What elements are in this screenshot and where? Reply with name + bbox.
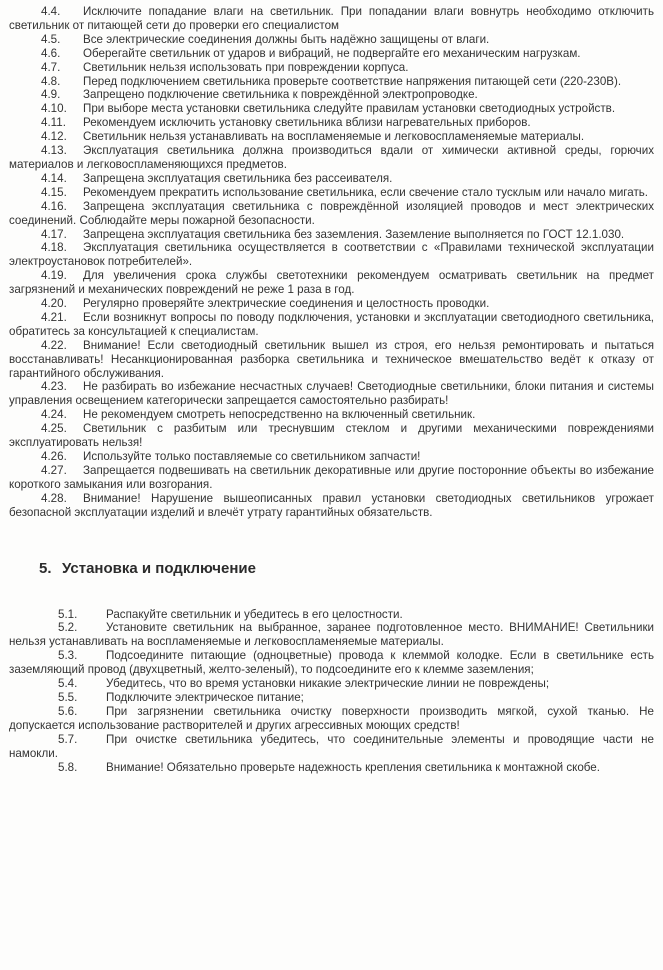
list-item bbox=[9, 339, 654, 381]
list-item bbox=[9, 297, 654, 311]
list-item bbox=[9, 761, 654, 775]
item-number: 4.8. bbox=[41, 74, 61, 88]
item-number: 4.18. bbox=[41, 241, 67, 255]
item-number: 4.25. bbox=[41, 422, 67, 436]
item-number: 4.24. bbox=[41, 408, 67, 422]
list-item bbox=[9, 144, 654, 172]
list-item bbox=[9, 422, 654, 450]
item-text: Если возникнут вопросы по поводу подключения, установки и эксплуатации светодиодного светильника, обратитесь за консультацией к специалистам. bbox=[9, 310, 654, 338]
item-text: Распакуйте светильник и убедитесь в его целостности. bbox=[106, 607, 403, 621]
section-5-heading bbox=[39, 560, 654, 578]
item-text: Перед подключением светильника проверьте соответствие напряжения питающей сети (220-230В). bbox=[83, 74, 622, 88]
item-number: 4.22. bbox=[41, 338, 67, 352]
item-number: 4.19. bbox=[41, 269, 67, 283]
list-item bbox=[9, 269, 654, 297]
item-number: 4.4. bbox=[41, 5, 61, 18]
item-text: Эксплуатация светильника должна производиться вдали от химически активной среды, горючих материалов и легковоспламеняющихся предметов. bbox=[9, 144, 654, 171]
item-text: Подключите электрическое питание; bbox=[106, 690, 304, 704]
item-text: Исключите попадание влаги на светильник. При попадании влаги вовнутрь необходимо отключить светильник от питающей сети до проверки его специалистом bbox=[9, 5, 654, 32]
item-number: 4.7. bbox=[41, 60, 61, 74]
item-text: Не разбирать во избежание несчастных случаев! Светодиодные светильники, блоки питания и системы управления освещением категорически запрещается самостоятельно разбирать! bbox=[9, 380, 654, 408]
section-number: 5. bbox=[39, 559, 52, 577]
item-number: 4.12. bbox=[41, 130, 67, 144]
item-text: Запрещается подвешивать на светильник декоративные или другие посторонние объекты во избежание короткого замыкания или возгорания. bbox=[9, 463, 654, 491]
section-4-item-list bbox=[9, 5, 654, 520]
list-item bbox=[9, 649, 654, 677]
item-number: 4.11. bbox=[41, 116, 66, 130]
item-text: Внимание! Если светодиодный светильник вышел из строя, его нельзя ремонтировать и пытаться восстанавливать! Несанкционированная разборка светильника и техническое вмешательство ведёт к отказу от гарантийного обслуживания. bbox=[9, 338, 654, 380]
list-item bbox=[9, 186, 654, 200]
item-text: Регулярно проверяйте электрические соединения и целостность проводки. bbox=[83, 297, 490, 311]
list-item bbox=[9, 705, 654, 733]
list-item bbox=[9, 311, 654, 339]
item-text: Эксплуатация светильника осуществляется в соответствии с «Правилами технической эксплуатации электроустановок потребителей». bbox=[9, 241, 654, 269]
item-number: 5.3. bbox=[58, 649, 78, 663]
item-number: 4.23. bbox=[41, 380, 67, 394]
item-text: Светильник нельзя устанавливать на воспламеняемые и легковоспламеняемые материалы. bbox=[83, 130, 585, 144]
list-item bbox=[9, 61, 654, 75]
list-item bbox=[9, 492, 654, 520]
item-number: 4.20. bbox=[41, 297, 67, 311]
list-item bbox=[9, 116, 654, 130]
item-text: Подсоедините питающие (одноцветные) провода к клеммой колодке. Если в светильнике есть заземляющий провод (двухцветный, желто-зеленый), то подсоедините его к клемме заземления; bbox=[9, 649, 654, 677]
item-text: При выборе места установки светильника следуйте правилам установки светодиодных устройств. bbox=[83, 102, 616, 116]
list-item bbox=[9, 228, 654, 242]
section-5-item-list bbox=[9, 608, 654, 775]
item-text: Для увеличения срока службы светотехники рекомендуем осматривать светильник на предмет загрязнений и механических повреждений не реже 1 раза в год. bbox=[9, 269, 654, 297]
item-text: Внимание! Обязательно проверьте надежность крепления светильника к монтажной скобе. bbox=[106, 760, 600, 774]
item-number: 4.10. bbox=[41, 102, 67, 116]
list-item bbox=[9, 608, 654, 622]
item-text: Запрещено подключение светильника к повреждённой электропроводке. bbox=[83, 88, 478, 102]
item-text: Светильник нельзя использовать при повреждении корпуса. bbox=[83, 60, 409, 74]
item-number: 4.13. bbox=[41, 144, 67, 158]
list-item bbox=[9, 88, 654, 102]
item-text: Используйте только поставляемые со светильником запчасти! bbox=[83, 450, 421, 463]
item-text: Рекомендуем прекратить использование светильника, если свечение стало тусклым или начало мигать. bbox=[83, 185, 649, 199]
item-number: 4.21. bbox=[41, 310, 67, 324]
list-item bbox=[9, 75, 654, 89]
item-number: 5.1. bbox=[58, 607, 78, 621]
list-item bbox=[9, 47, 654, 61]
list-item bbox=[9, 733, 654, 761]
item-text: Запрещена эксплуатация светильника с повреждённой изоляцией проводов и мест электрических соединений. Соблюдайте меры пожарной безопасности. bbox=[9, 199, 654, 227]
list-item bbox=[9, 172, 654, 186]
item-number: 5.8. bbox=[58, 760, 78, 774]
item-number: 4.27. bbox=[41, 463, 67, 477]
item-number: 4.26. bbox=[41, 450, 67, 463]
item-text: Запрещена эксплуатация светильника без заземления. Заземление выполняется по ГОСТ 12.1.030. bbox=[83, 227, 625, 241]
item-text: При очистке светильника убедитесь, что соединительные элементы и проводящие части не намокли. bbox=[9, 732, 654, 760]
item-number: 4.6. bbox=[41, 46, 61, 60]
list-item bbox=[9, 450, 654, 464]
item-number: 4.17. bbox=[41, 227, 67, 241]
list-item bbox=[9, 621, 654, 649]
item-number: 5.2. bbox=[58, 621, 78, 635]
list-item bbox=[9, 691, 654, 705]
item-number: 5.7. bbox=[58, 732, 78, 746]
list-item bbox=[9, 130, 654, 144]
item-number: 4.14. bbox=[41, 171, 67, 185]
item-text: Рекомендуем исключить установку светильника вблизи нагревательных приборов. bbox=[83, 116, 531, 130]
item-number: 4.15. bbox=[41, 185, 67, 199]
list-item bbox=[9, 5, 654, 33]
item-number: 4.5. bbox=[41, 32, 61, 46]
list-item bbox=[9, 200, 654, 228]
list-item bbox=[9, 380, 654, 408]
list-item bbox=[9, 33, 654, 47]
item-number: 4.9. bbox=[41, 88, 61, 102]
item-text: Не рекомендуем смотреть непосредственно на включенный светильник. bbox=[83, 408, 476, 422]
item-number: 5.6. bbox=[58, 704, 78, 718]
item-number: 4.16. bbox=[41, 199, 67, 213]
section-title: Установка и подключение bbox=[62, 559, 256, 577]
item-number: 5.4. bbox=[58, 677, 78, 691]
item-number: 4.28. bbox=[41, 491, 67, 505]
item-number: 5.5. bbox=[58, 690, 78, 704]
list-item bbox=[9, 677, 654, 691]
item-text: Все электрические соединения должны быть надёжно защищены от влаги. bbox=[83, 32, 490, 46]
item-text: При загрязнении светильника очистку поверхности производить мягкой, сухой тканью. Не допускается использование растворителей и других агрессивных моющих средств! bbox=[9, 704, 654, 732]
item-text: Светильник с разбитым или треснувшим стеклом и другими механическими повреждениями эксплуатировать нельзя! bbox=[9, 422, 654, 450]
list-item bbox=[9, 464, 654, 492]
item-text: Оберегайте светильник от ударов и вибраций, не подвергайте его механическим нагрузкам. bbox=[83, 46, 581, 60]
item-text: Запрещена эксплуатация светильника без рассеивателя. bbox=[83, 171, 393, 185]
list-item bbox=[9, 408, 654, 422]
item-text: Внимание! Нарушение вышеописанных правил установки светодиодных светильников угрожает безопасной эксплуатации изделий и влечёт утрату гарантийных обязательств. bbox=[9, 491, 654, 519]
list-item bbox=[9, 241, 654, 269]
list-item bbox=[9, 102, 654, 116]
item-text: Установите светильник на выбранное, заранее подготовленное место. ВНИМАНИЕ! Светильники нельзя устанавливать на воспламеняемые и легковоспламеняемые материалы. bbox=[9, 621, 654, 649]
item-text: Убедитесь, что во время установки никакие электрические линии не повреждены; bbox=[106, 677, 550, 691]
